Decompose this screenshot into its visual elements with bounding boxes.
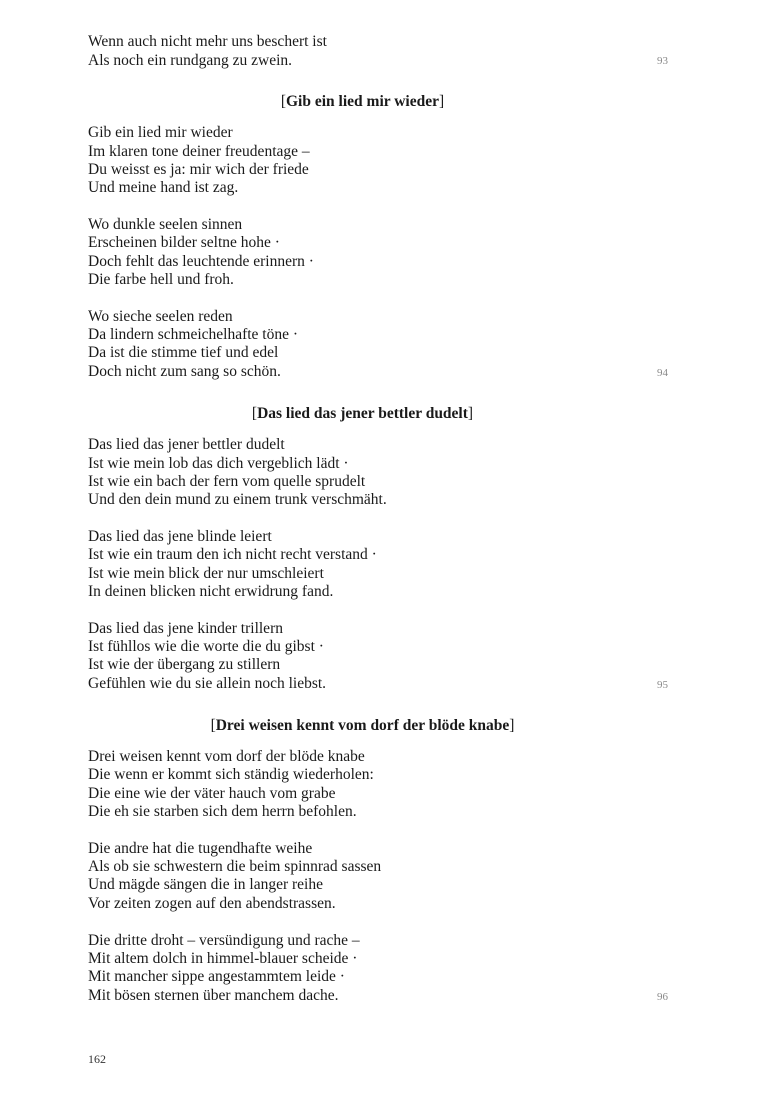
verse-line: Doch fehlt das leuchtende erinnern · bbox=[88, 253, 314, 270]
margin-number: 93 bbox=[657, 55, 668, 67]
verse-line: Im klaren tone deiner freudentage – bbox=[88, 143, 310, 160]
verse-line: Erscheinen bilder seltne hohe · bbox=[88, 234, 280, 251]
verse-line: Das lied das jene kinder trillern bbox=[88, 620, 283, 637]
verse-line: Vor zeiten zogen auf den abendstrassen. bbox=[88, 895, 336, 912]
verse-line: Ist wie mein lob das dich vergeblich lädt · bbox=[88, 455, 349, 472]
verse-line: Die wenn er kommt sich ständig wiederholen: bbox=[88, 766, 374, 783]
verse-line: Und den dein mund zu einem trunk verschmäht. bbox=[88, 491, 387, 508]
verse-line: Und meine hand ist zag. bbox=[88, 179, 239, 196]
verse-line: Ist wie mein blick der nur umschleiert bbox=[88, 565, 324, 582]
verse-line: Als noch ein rundgang zu zwein. bbox=[88, 52, 293, 69]
verse-line: Gefühlen wie du sie allein noch liebst. bbox=[88, 675, 327, 692]
verse-line: Wenn auch nicht mehr uns beschert ist bbox=[88, 33, 327, 50]
verse-line: Ist wie ein traum den ich nicht recht verstand · bbox=[88, 546, 377, 563]
poem-title: [Das lied das jener bettler dudelt] bbox=[251, 405, 474, 422]
verse-line: Und mägde sängen die in langer reihe bbox=[88, 876, 323, 893]
verse-line: Wo dunkle seelen sinnen bbox=[88, 216, 243, 233]
verse-line: Mit bösen sternen über manchem dache. bbox=[88, 987, 339, 1004]
verse-line: Die dritte droht – versündigung und rache – bbox=[88, 932, 360, 949]
verse-line: Das lied das jener bettler dudelt bbox=[88, 436, 285, 453]
verse-line: Ist fühllos wie die worte die du gibst · bbox=[88, 638, 324, 655]
verse-line: Drei weisen kennt vom dorf der blöde knabe bbox=[88, 748, 365, 765]
verse-line: Mit altem dolch in himmel-blauer scheide · bbox=[88, 950, 358, 967]
verse-line: In deinen blicken nicht erwidrung fand. bbox=[88, 583, 334, 600]
verse-line: Die andre hat die tugendhafte weihe bbox=[88, 840, 313, 857]
margin-number: 94 bbox=[657, 367, 668, 379]
verse-line: Mit mancher sippe angestammtem leide · bbox=[88, 968, 345, 985]
verse-line: Da ist die stimme tief und edel bbox=[88, 344, 279, 361]
verse-line: Die farbe hell und froh. bbox=[88, 271, 234, 288]
verse-line: Die eine wie der väter hauch vom grabe bbox=[88, 785, 336, 802]
margin-number: 96 bbox=[657, 991, 668, 1003]
verse-line: Wo sieche seelen reden bbox=[88, 308, 233, 325]
poem-title: [Gib ein lied mir wieder] bbox=[280, 93, 445, 110]
verse-line: Ist wie ein bach der fern vom quelle sprudelt bbox=[88, 473, 366, 490]
verse-line: Du weisst es ja: mir wich der friede bbox=[88, 161, 309, 178]
poem-title: [Drei weisen kennt vom dorf der blöde knabe] bbox=[210, 717, 515, 734]
verse-line: Gib ein lied mir wieder bbox=[88, 124, 233, 141]
verse-line: Da lindern schmeichelhafte töne · bbox=[88, 326, 299, 343]
verse-line: Ist wie der übergang zu stillern bbox=[88, 656, 281, 673]
verse-line: Die eh sie starben sich dem herrn befohlen. bbox=[88, 803, 357, 820]
verse-line: Das lied das jene blinde leiert bbox=[88, 528, 272, 545]
page-number: 162 bbox=[88, 1052, 106, 1066]
verse-line: Als ob sie schwestern die beim spinnrad sassen bbox=[88, 858, 382, 875]
margin-number: 95 bbox=[657, 679, 668, 691]
verse-line: Doch nicht zum sang so schön. bbox=[88, 363, 281, 380]
